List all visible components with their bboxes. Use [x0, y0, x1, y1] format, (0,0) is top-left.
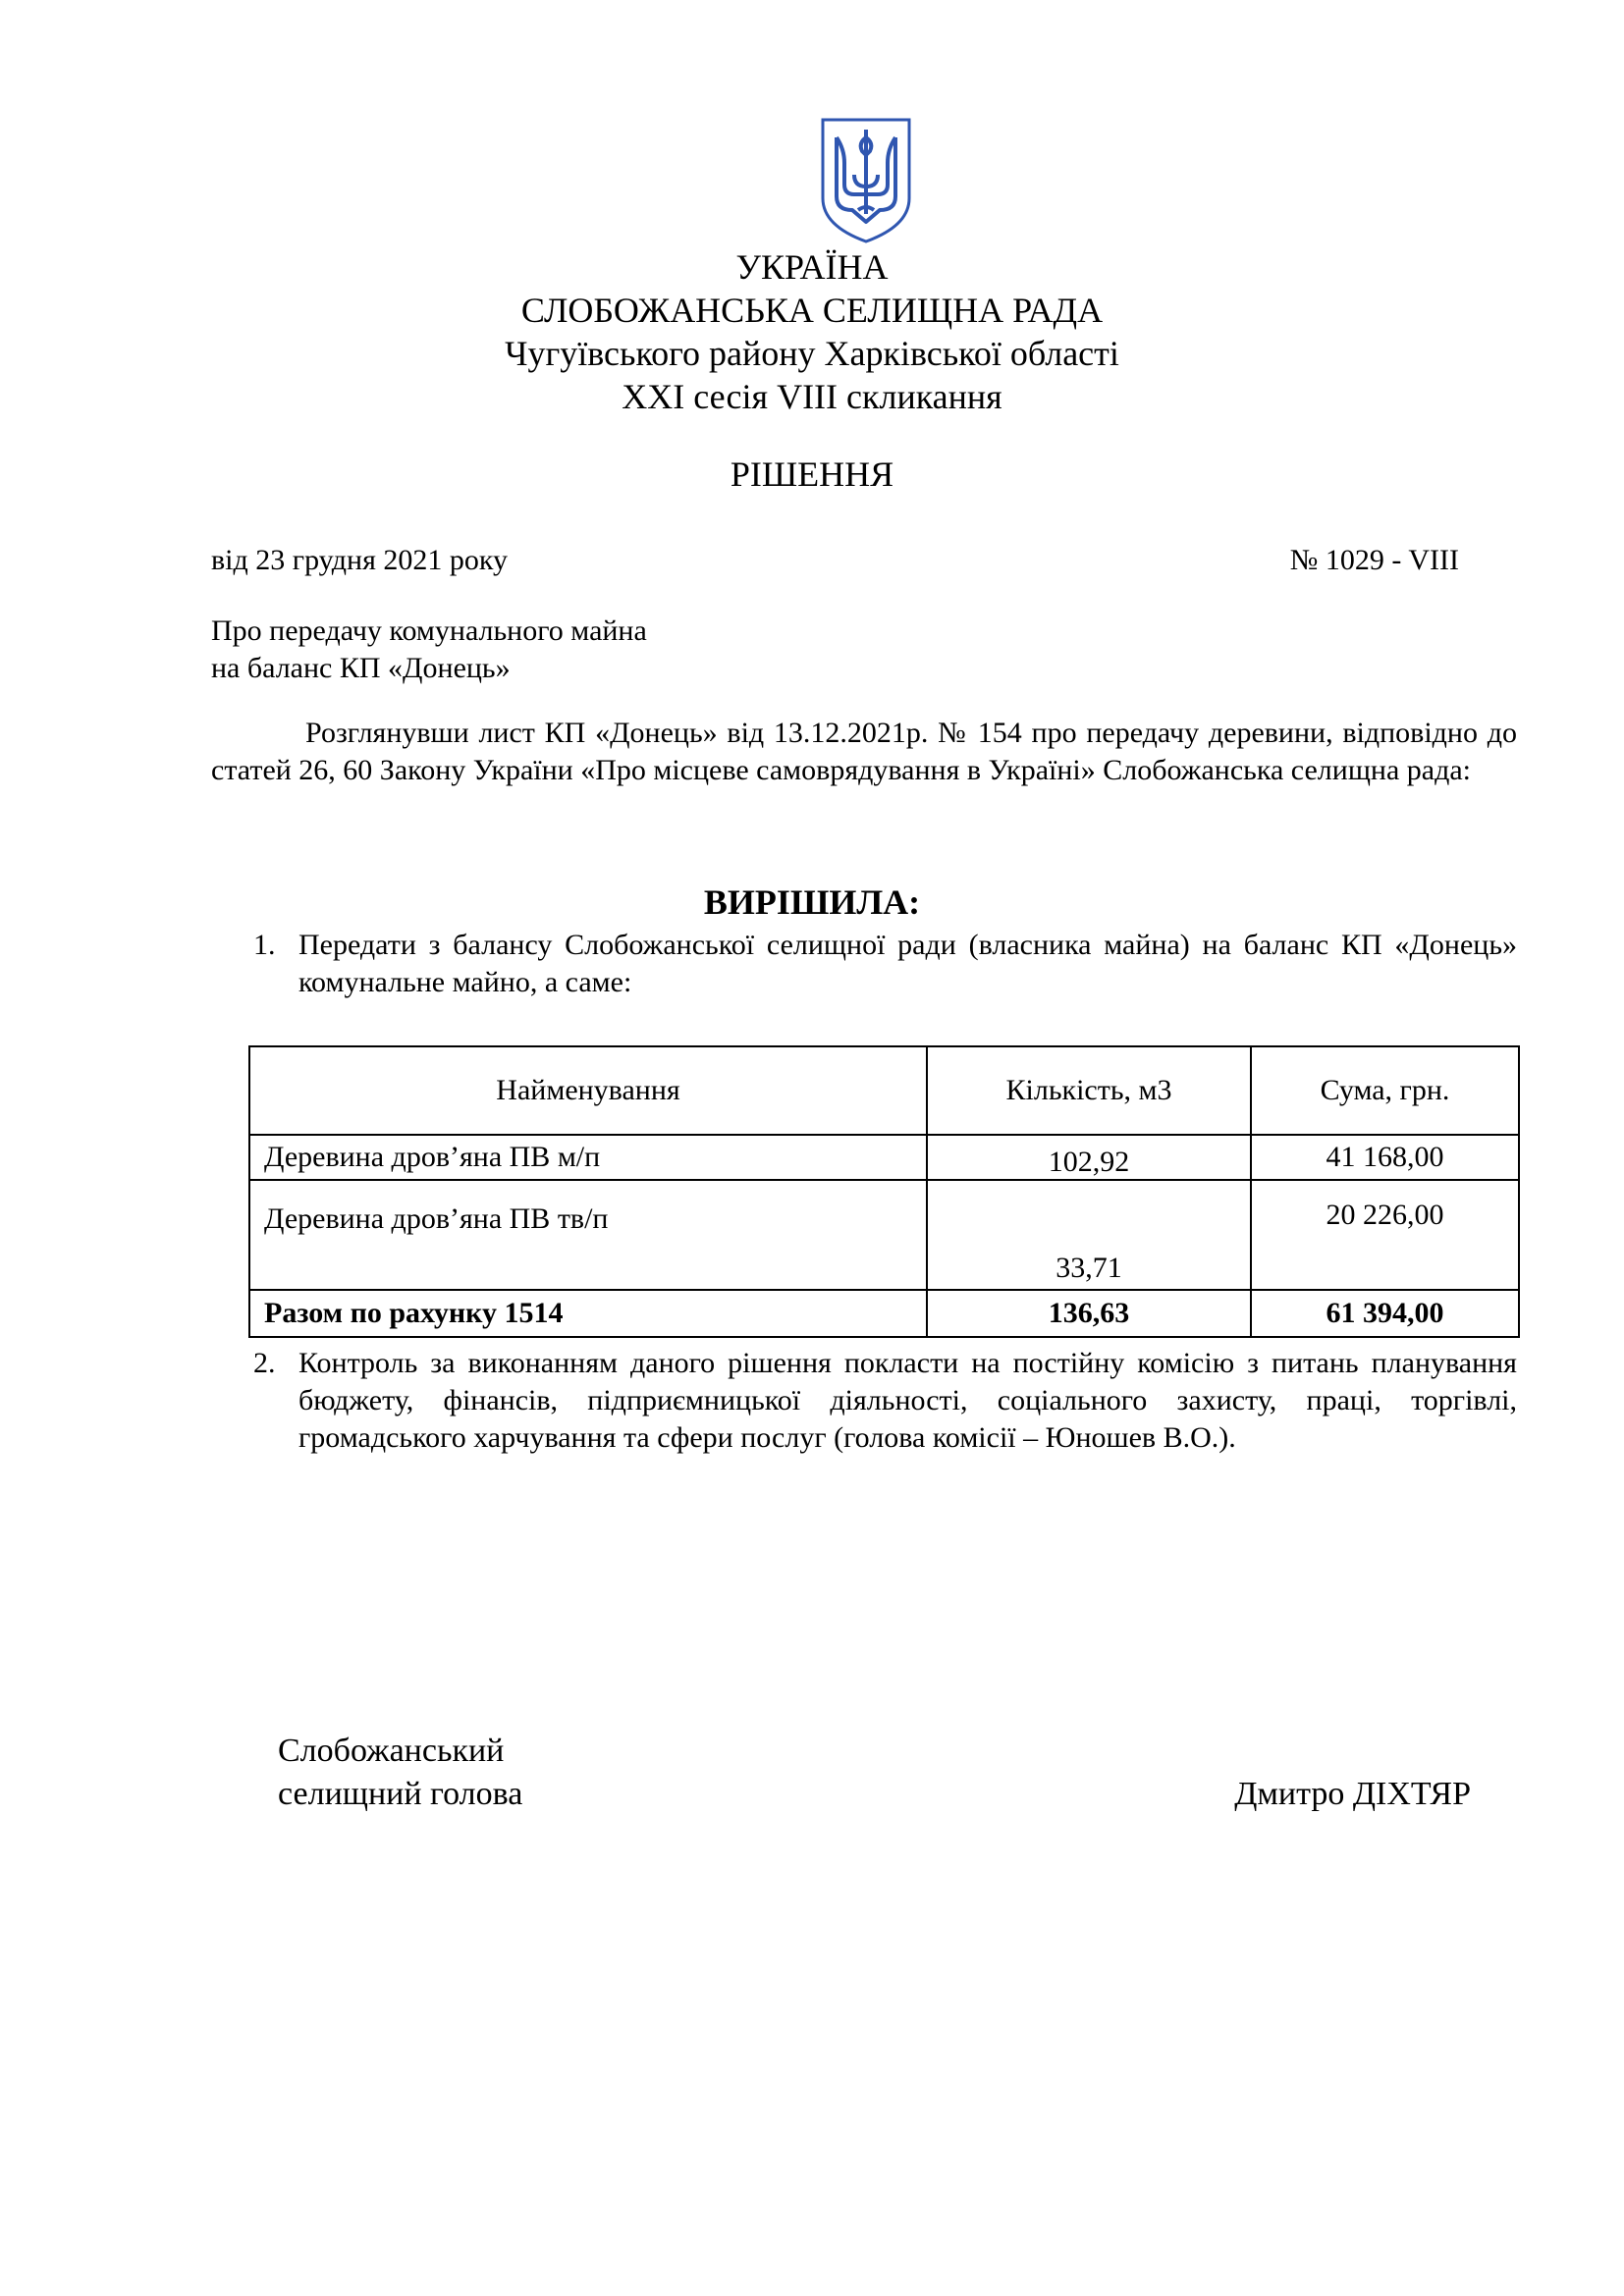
intro-paragraph: [211, 715, 1517, 789]
column-header-name: Найменування: [249, 1046, 927, 1135]
table-header-row: [249, 1046, 1519, 1135]
list-item-text: Контроль за виконанням даного рішення покласти на постійну комісію з питань планування бюджету, фінансів, підприємницької діяльності, соціального захисту, праці, торгівлі, громадського харчування та сфери послуг (голова комісії – Юношев В.О.).: [298, 1347, 1517, 1454]
column-header-sum: Сума, грн.: [1251, 1046, 1519, 1135]
resolution-subject: [211, 613, 647, 687]
list-item: [253, 1345, 1517, 1457]
table-row: [249, 1180, 1519, 1290]
total-sum: 61 394,00: [1251, 1290, 1519, 1337]
row-name: Деревина дров’яна ПВ м/п: [249, 1135, 927, 1180]
table-row: [249, 1135, 1519, 1180]
coat-of-arms-icon: [819, 116, 913, 245]
header-district: Чугуївського району Харківської області: [505, 334, 1119, 373]
list-item-number: 2.: [253, 1347, 276, 1379]
resolution-date: від 23 грудня 2021 року: [211, 544, 509, 576]
signatory-name: Дмитро ДІХТЯР: [1234, 1776, 1471, 1812]
total-label: Разом по рахунку 1514: [249, 1290, 927, 1337]
resolution-number: № 1029 - VIII: [1289, 544, 1459, 576]
intro-text: Розглянувши лист КП «Донець» від 13.12.2021р. № 154 про передачу деревини, відповідно до статей 26, 60 Закону України «Про місцеве самоврядування в Україні» Слобожанська селищна рада:: [211, 717, 1517, 786]
signatory-title-line: Слобожанський: [278, 1733, 505, 1769]
table-total-row: [249, 1290, 1519, 1337]
subject-line: Про передачу комунального майна: [211, 614, 647, 647]
header-session: XXI сесія VIII скликання: [622, 377, 1002, 416]
header-council: СЛОБОЖАНСЬКА СЕЛИЩНА РАДА: [520, 291, 1104, 330]
list-item-number: 1.: [253, 929, 276, 961]
list-item: [253, 927, 1517, 1001]
header-country: УКРАЇНА: [735, 247, 889, 287]
row-quantity: 102,92: [927, 1135, 1251, 1180]
row-quantity: 33,71: [927, 1180, 1251, 1290]
decided-heading: ВИРІШИЛА:: [703, 882, 921, 922]
list-item-text: Передати з балансу Слобожанської селищної ради (власника майна) на баланс КП «Донець» комунальне майно, а саме:: [298, 929, 1517, 998]
row-sum: 41 168,00: [1251, 1135, 1519, 1180]
total-quantity: 136,63: [927, 1290, 1251, 1337]
row-sum: 20 226,00: [1251, 1180, 1519, 1290]
property-table: [248, 1045, 1520, 1338]
document-type: РІШЕННЯ: [730, 454, 894, 494]
row-name: Деревина дров’яна ПВ тв/п: [249, 1180, 927, 1290]
signatory-title-line: селищний голова: [278, 1776, 523, 1812]
signatory-title: [278, 1730, 522, 1816]
column-header-quantity: Кількість, м3: [927, 1046, 1251, 1135]
subject-line: на баланс КП «Донець»: [211, 652, 511, 684]
